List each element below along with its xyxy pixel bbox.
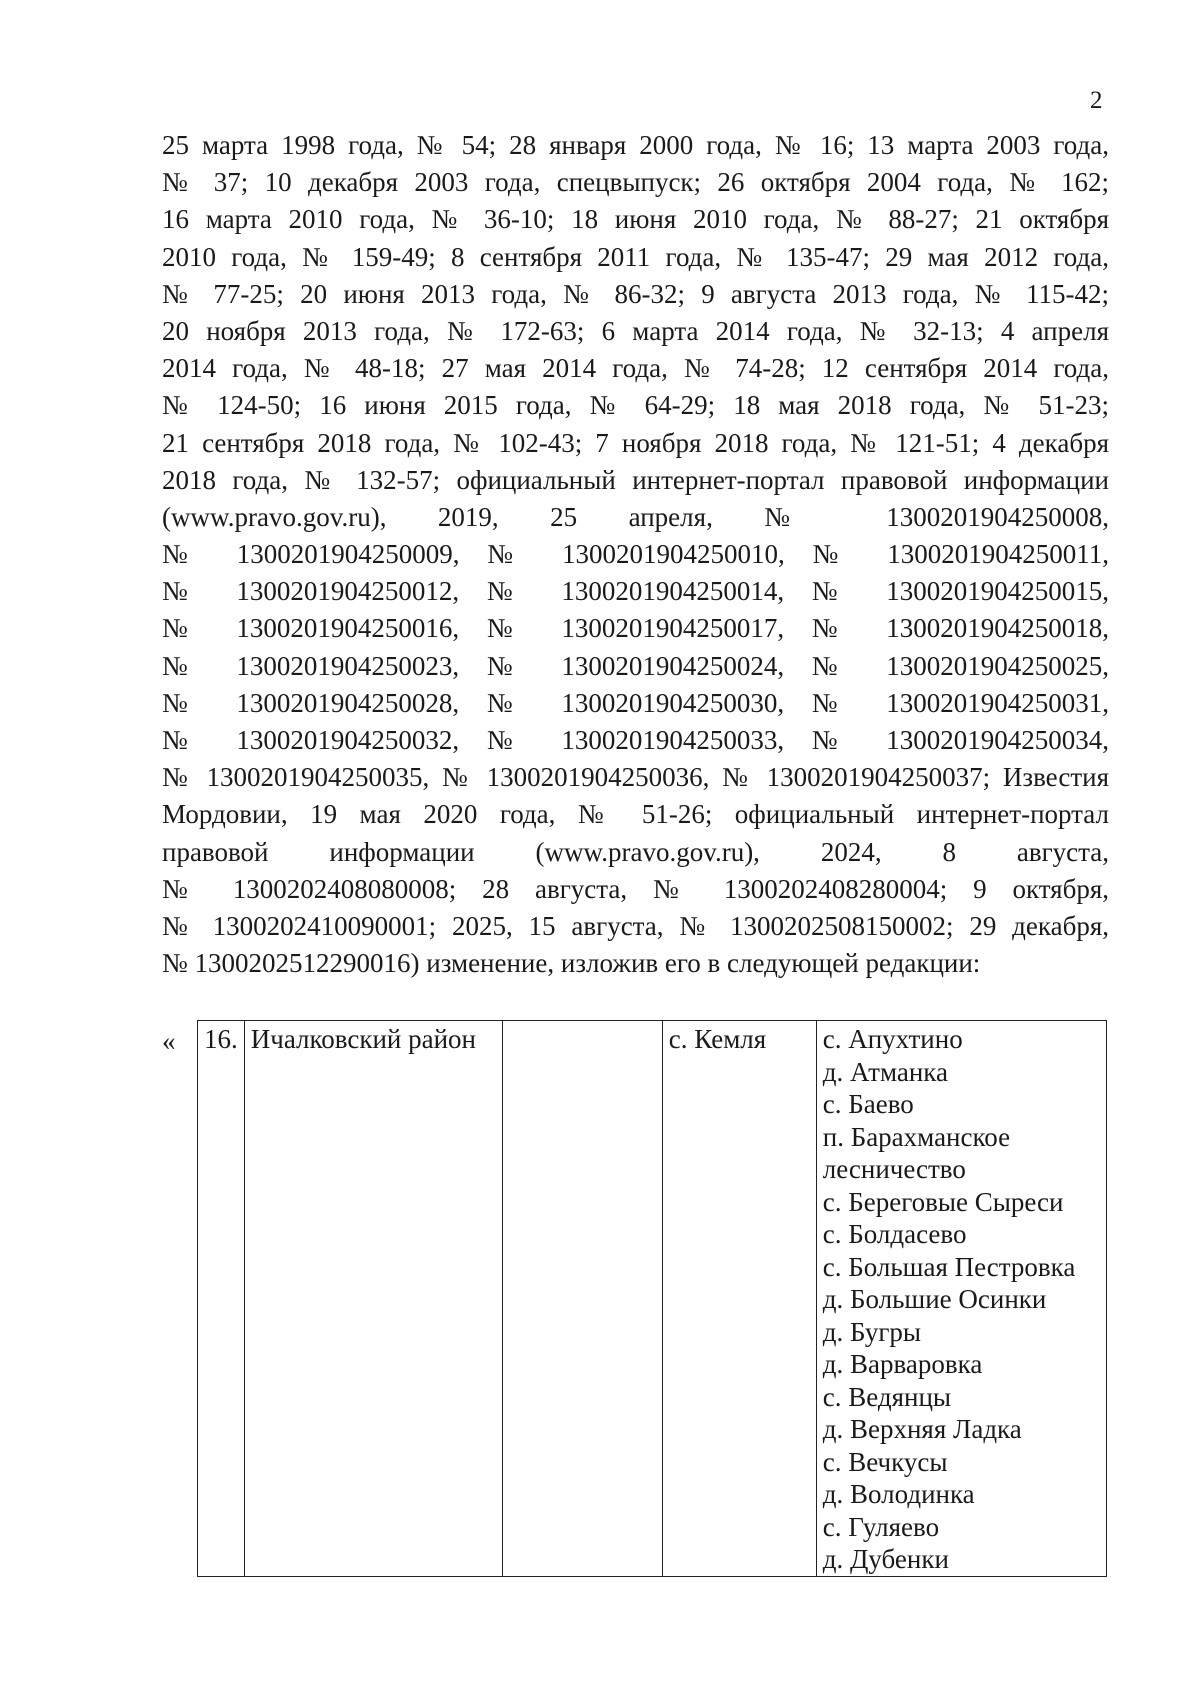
district-name: Ичалковский район bbox=[244, 1021, 502, 1577]
village-item: с. Береговые Сыреси bbox=[822, 1186, 1064, 1217]
village-item: д. Володинка bbox=[822, 1479, 975, 1509]
body-line: 25 марта 1998 года, № 54; 28 января 2000 года, № 16; 13 марта 2003 года, bbox=[162, 130, 1109, 160]
village-item: д. Варваровка bbox=[822, 1349, 983, 1379]
body-line: № 1300201904250032, № 1300201904250033, № 1300201904250034, bbox=[162, 725, 1109, 755]
village-item: с. Ведянцы bbox=[822, 1381, 952, 1412]
administrative-center: с. Кемля bbox=[662, 1021, 816, 1577]
body-line: № 1300201904250035, № 1300201904250036, № 1300201904250037; Известия bbox=[162, 762, 1109, 793]
body-line: 20 ноября 2013 года, № 172-63; 6 марта 2014 года, № 32-13; 4 апреля bbox=[162, 315, 1109, 346]
body-line: (www.pravo.gov.ru), 2019, 25 апреля, № 1300201904250008, bbox=[162, 501, 1109, 532]
body-line: № 1300201904250028, № 1300201904250030, № 1300201904250031, bbox=[162, 687, 1109, 718]
body-line: № 1300201904250023, № 1300201904250024, № 1300201904250025, bbox=[162, 650, 1109, 681]
body-line: № 1300201904250016, № 1300201904250017, № 1300201904250018, bbox=[162, 613, 1109, 644]
village-item: д. Верхняя Ладка bbox=[822, 1414, 1022, 1444]
body-line: Мордовии, 19 мая 2020 года, № 51-26; официальный интернет-портал bbox=[162, 799, 1109, 830]
page-number: 2 bbox=[1090, 87, 1103, 114]
village-item: п. Барахманское bbox=[822, 1121, 1011, 1152]
body-line: № 1300202408080008; 28 августа, № 1300202408280004; 9 октября, bbox=[162, 873, 1109, 904]
village-item: с. Гуляево bbox=[822, 1511, 940, 1542]
village-item: с. Вечкусы bbox=[822, 1446, 948, 1477]
body-line: № 37; 10 декабря 2003 года, спецвыпуск; 26 октября 2004 года, № 162; bbox=[162, 167, 1109, 198]
body-line: 2018 года, № 132-57; официальный интернет-портал правовой информации bbox=[162, 464, 1109, 495]
opening-quote: « bbox=[162, 1026, 176, 1056]
body-line: № 1300201904250009, № 1300201904250010, № 1300201904250011, bbox=[162, 539, 1109, 570]
body-line: правовой информации (www.pravo.gov.ru), 2024, 8 августа, bbox=[162, 836, 1109, 867]
body-line: № 124-50; 16 июня 2015 года, № 64-29; 18 мая 2018 года, № 51-23; bbox=[162, 390, 1109, 421]
settlements-table bbox=[197, 1020, 1107, 1577]
village-item: с. Болдасево bbox=[822, 1219, 967, 1249]
village-item: д. Дубенки bbox=[822, 1544, 949, 1574]
body-line-last: № 1300202512290016) изменение, изложив его в следующей редакции: bbox=[162, 948, 981, 979]
village-item: д. Атманка bbox=[822, 1056, 948, 1087]
village-item: д. Бугры bbox=[822, 1316, 922, 1347]
village-item: лесничество bbox=[822, 1154, 966, 1184]
empty-cell bbox=[502, 1021, 662, 1577]
body-line: 2014 года, № 48-18; 27 мая 2014 года, № 74-28; 12 сентября 2014 года, bbox=[162, 353, 1109, 384]
body-line: № 1300202410090001; 2025, 15 августа, № 1300202508150002; 29 декабря, bbox=[162, 910, 1109, 941]
body-line: 21 сентября 2018 года, № 102-43; 7 ноября 2018 года, № 121-51; 4 декабря bbox=[162, 427, 1109, 458]
village-item: с. Апухтино bbox=[822, 1024, 963, 1054]
row-number: 16. bbox=[198, 1021, 245, 1577]
body-paragraph bbox=[162, 127, 1109, 982]
body-line: № 1300201904250012, № 1300201904250014, № 1300201904250015, bbox=[162, 576, 1109, 607]
body-line: 16 марта 2010 года, № 36-10; 18 июня 2010 года, № 88-27; 21 октября bbox=[162, 204, 1109, 235]
village-item: с. Большая Пестровка bbox=[822, 1251, 1076, 1282]
body-line: 2010 года, № 159-49; 8 сентября 2011 года, № 135-47; 29 мая 2012 года, bbox=[162, 241, 1109, 272]
village-item: д. Большие Осинки bbox=[822, 1284, 1047, 1314]
villages-list bbox=[816, 1021, 1106, 1577]
body-line: № 77-25; 20 июня 2013 года, № 86-32; 9 августа 2013 года, № 115-42; bbox=[162, 278, 1109, 309]
table-row bbox=[198, 1021, 1107, 1577]
village-item: с. Баево bbox=[822, 1089, 914, 1119]
